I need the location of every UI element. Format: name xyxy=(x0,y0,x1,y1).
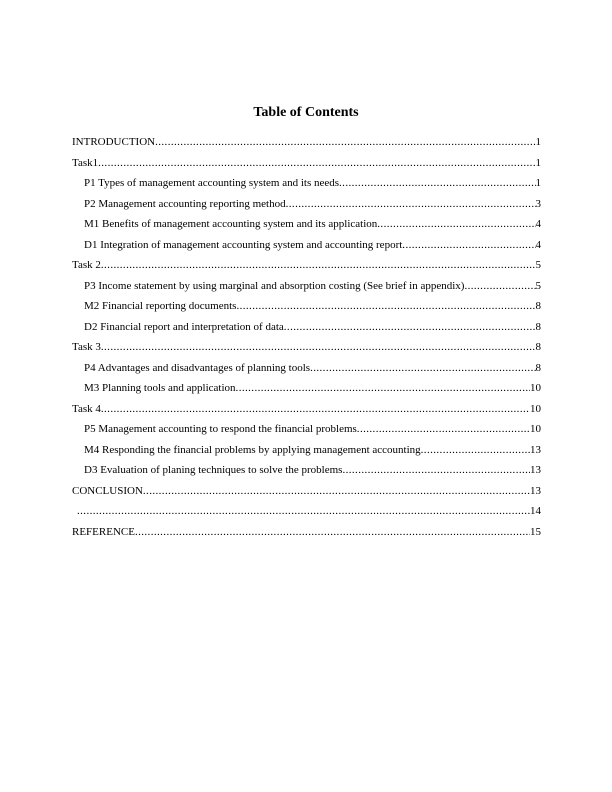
toc-entry-text: P4 Advantages and disadvantages of planning tools xyxy=(84,361,311,374)
toc-entry[interactable] xyxy=(72,484,541,505)
toc-dot-leader xyxy=(357,422,530,436)
toc-entry[interactable] xyxy=(72,299,541,320)
toc-page-number: 13 xyxy=(530,443,541,456)
toc-page-number: 14 xyxy=(530,505,541,517)
toc-page-number: 1 xyxy=(535,136,541,148)
toc-page-number: 1 xyxy=(535,156,541,169)
toc-dot-leader xyxy=(98,156,535,170)
toc-page-number: 15 xyxy=(530,525,541,538)
toc-entry-text: D2 Financial report and interpretation of data xyxy=(84,320,284,333)
toc-dot-leader xyxy=(135,525,530,539)
toc-page-number: 4 xyxy=(535,238,541,251)
toc-entry-text: INTRODUCTION xyxy=(72,136,156,148)
toc-page-number: 8 xyxy=(535,300,541,312)
toc-entry-text: M2 Financial reporting documents xyxy=(84,300,237,312)
toc-entry[interactable] xyxy=(72,504,541,525)
toc-entry[interactable] xyxy=(72,176,541,197)
toc-dot-leader xyxy=(101,258,536,272)
toc-entry-text: Task 4 xyxy=(72,402,101,415)
toc-dot-leader xyxy=(101,340,536,354)
toc-entry-text: D3 Evaluation of planing techniques to solve the problems xyxy=(84,464,343,476)
toc-dot-leader xyxy=(155,135,535,149)
toc-dot-leader xyxy=(342,463,530,477)
toc-page-number: 5 xyxy=(535,279,541,292)
toc-dot-leader xyxy=(77,504,530,518)
toc-entry-text: Task 2 xyxy=(72,259,101,271)
toc-entry[interactable] xyxy=(72,258,541,279)
toc-page-number: 3 xyxy=(535,197,541,210)
toc-page-number: 8 xyxy=(535,341,541,353)
toc-entry[interactable] xyxy=(72,361,541,382)
toc-page-number: 1 xyxy=(535,177,541,189)
toc-entry[interactable] xyxy=(72,340,541,361)
toc-entry[interactable] xyxy=(72,463,541,484)
toc-dot-leader xyxy=(339,176,535,190)
toc-page-number: 4 xyxy=(535,218,541,230)
toc-entry-text: M1 Benefits of management accounting system and its application xyxy=(84,218,378,230)
toc-entry[interactable] xyxy=(72,197,541,218)
toc-page-number: 10 xyxy=(530,382,541,394)
toc-page-number: 5 xyxy=(535,259,541,271)
toc-dot-leader xyxy=(402,238,535,252)
toc-entry[interactable] xyxy=(72,381,541,402)
toc-entry[interactable] xyxy=(72,217,541,238)
toc-entry[interactable] xyxy=(72,525,541,546)
toc-dot-leader xyxy=(236,381,530,395)
toc-dot-leader xyxy=(236,299,535,313)
toc-entry-text: M4 Responding the financial problems by applying management accounting xyxy=(84,443,421,456)
toc-entry-text: D1 Integration of management accounting system and accounting report xyxy=(84,238,403,251)
table-of-contents xyxy=(72,135,541,545)
toc-dot-leader xyxy=(286,197,536,211)
toc-dot-leader xyxy=(377,217,535,231)
toc-entry-text: Task1 xyxy=(72,156,99,169)
toc-entry[interactable] xyxy=(72,422,541,443)
toc-entry-text: P5 Management accounting to respond the financial problems xyxy=(84,423,357,435)
toc-entry[interactable] xyxy=(72,156,541,177)
toc-dot-leader xyxy=(101,402,530,416)
toc-dot-leader xyxy=(310,361,535,375)
toc-dot-leader xyxy=(421,443,530,457)
toc-dot-leader xyxy=(284,320,536,334)
toc-entry[interactable] xyxy=(72,402,541,423)
toc-page-number: 10 xyxy=(530,402,541,415)
toc-entry-text: P2 Management accounting reporting method xyxy=(84,197,286,210)
toc-entry[interactable] xyxy=(72,135,541,156)
toc-dot-leader xyxy=(143,484,530,498)
toc-page-number: 8 xyxy=(535,361,541,374)
toc-page-number: 13 xyxy=(530,484,541,497)
toc-entry-text: REFERENCE xyxy=(72,525,135,538)
toc-entry-text: P3 Income statement by using marginal and absorption costing (See brief in appendix) xyxy=(84,279,465,292)
toc-entry-text: P1 Types of management accounting system and its needs xyxy=(84,177,340,189)
toc-entry[interactable] xyxy=(72,443,541,464)
toc-page-number: 8 xyxy=(535,320,541,333)
toc-entry[interactable] xyxy=(72,279,541,300)
toc-entry-text: M3 Planning tools and application xyxy=(84,382,236,394)
toc-dot-leader xyxy=(464,279,535,293)
toc-entry[interactable] xyxy=(72,238,541,259)
toc-page-number: 10 xyxy=(530,423,541,435)
toc-entry-text: Task 3 xyxy=(72,341,101,353)
toc-title: Table of Contents xyxy=(253,105,359,120)
toc-entry[interactable] xyxy=(72,320,541,341)
toc-entry-text: CONCLUSION xyxy=(72,484,143,497)
toc-page-number: 13 xyxy=(530,464,541,476)
